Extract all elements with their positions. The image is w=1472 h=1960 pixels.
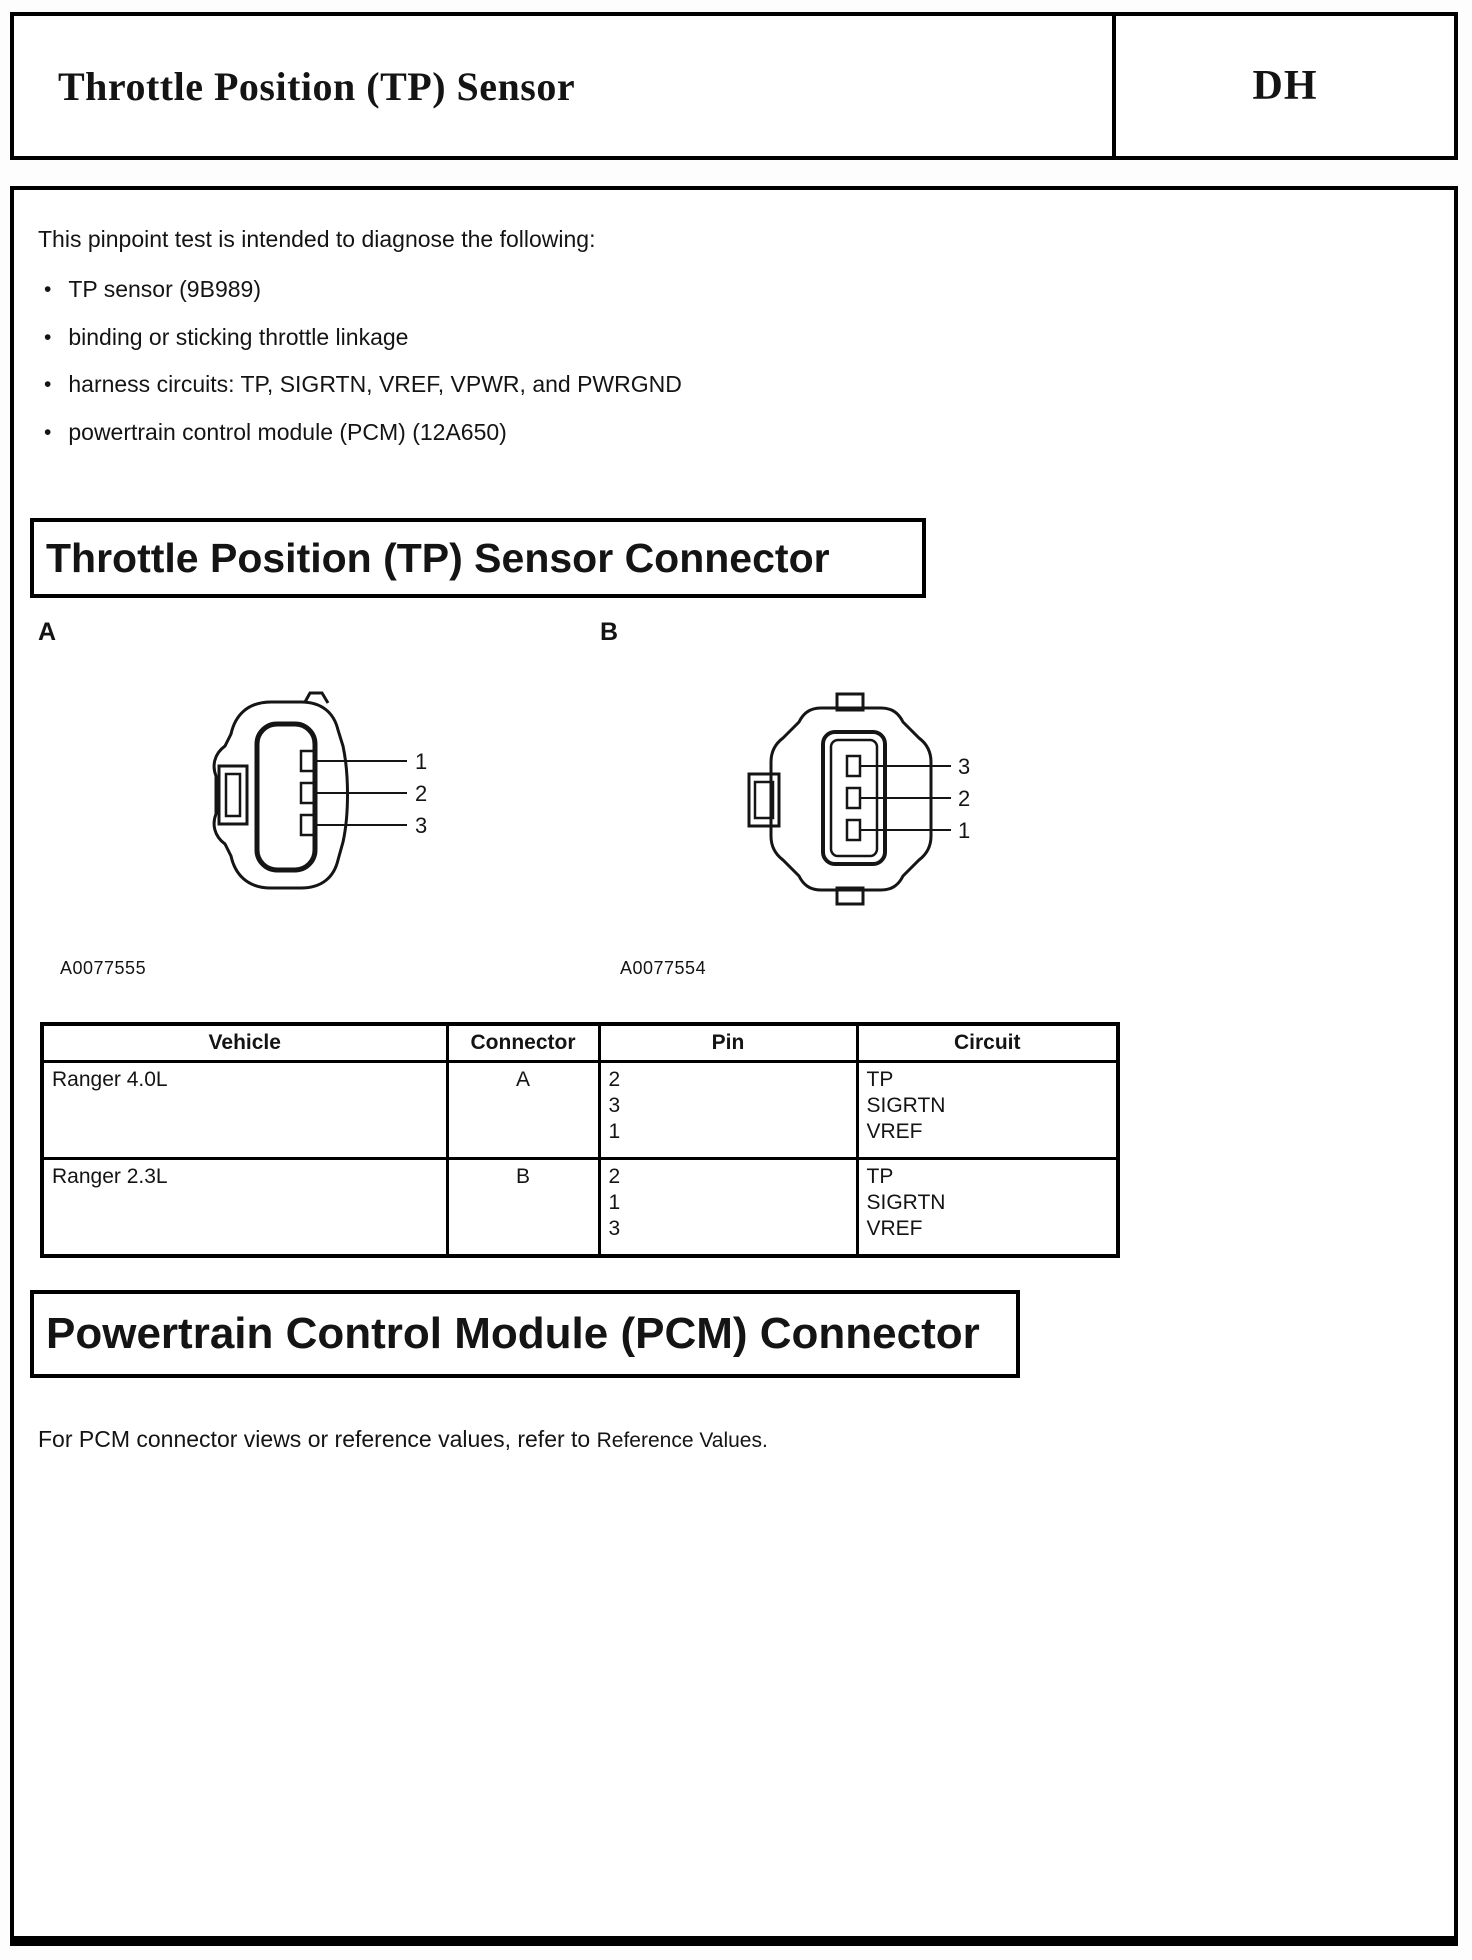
bullet-item: • harness circuits: TP, SIGRTN, VREF, VPWR, and PWRGND — [44, 371, 682, 398]
circuit-value: VREF — [866, 1217, 923, 1240]
section-heading-tp-sensor-connector — [30, 518, 926, 598]
table-row — [42, 1159, 1118, 1257]
page-header — [10, 12, 1458, 160]
connector-cell: B — [447, 1159, 599, 1257]
pin-circuit-table — [40, 1022, 1120, 1258]
circuit-value: TP — [866, 1165, 894, 1188]
section-title: Throttle Position (TP) Sensor Connector — [46, 534, 830, 581]
circuit-cell — [857, 1062, 1118, 1159]
pin-value: 2 — [608, 1068, 621, 1091]
pin-value: 3 — [608, 1217, 621, 1240]
circuit-cell — [857, 1159, 1118, 1257]
connector-b-pin-label: 2 — [958, 786, 971, 811]
pin-cell — [599, 1062, 857, 1159]
section-title: Powertrain Control Module (PCM) Connector — [46, 1309, 980, 1358]
connector-a-diagram — [199, 688, 489, 903]
pinpoint-test-code: DH — [1252, 63, 1318, 109]
intro-text: This pinpoint test is intended to diagnose the following: — [38, 226, 596, 252]
page-title: Throttle Position (TP) Sensor — [58, 63, 576, 109]
circuit-value: SIGRTN — [866, 1191, 946, 1214]
connector-b-label: B — [600, 618, 619, 646]
page-header-title-cell — [14, 16, 1112, 156]
table-row — [42, 1062, 1118, 1159]
column-header-connector: Connector — [447, 1024, 599, 1062]
bullet-item: • TP sensor (9B989) — [44, 276, 261, 303]
pin-value: 1 — [608, 1120, 621, 1143]
column-header-circuit: Circuit — [857, 1024, 1118, 1062]
figure-code-b: A0077554 — [620, 958, 707, 978]
connector-b-diagram — [739, 684, 1019, 914]
vehicle-cell: Ranger 4.0L — [42, 1062, 447, 1159]
page-header-code-cell — [1112, 16, 1454, 156]
connector-cell: A — [447, 1062, 599, 1159]
pcm-reference-note-text: For PCM connector views or reference values, refer to — [38, 1426, 597, 1452]
circuit-value: TP — [866, 1068, 894, 1091]
pin-cell — [599, 1159, 857, 1257]
connector-a-pin-label: 3 — [415, 813, 428, 838]
circuit-value: VREF — [866, 1120, 923, 1143]
pin-value: 2 — [608, 1165, 621, 1188]
pcm-reference-note — [38, 1426, 768, 1453]
pin-value: 3 — [608, 1094, 621, 1117]
connector-b-pin-label: 1 — [958, 818, 971, 843]
connector-a-label: A — [38, 618, 57, 646]
bullet-item: • powertrain control module (PCM) (12A650) — [44, 419, 507, 446]
table-header-row — [42, 1024, 1118, 1062]
column-header-pin: Pin — [599, 1024, 857, 1062]
connector-a-pin-label: 2 — [415, 781, 428, 806]
section-heading-pcm-connector — [30, 1290, 1020, 1378]
bullet-item: • binding or sticking throttle linkage — [44, 324, 408, 351]
connector-a-pin-label: 1 — [415, 749, 428, 774]
reference-values-text: Reference Values. — [596, 1429, 768, 1452]
column-header-vehicle: Vehicle — [42, 1024, 447, 1062]
circuit-value: SIGRTN — [866, 1094, 946, 1117]
vehicle-cell: Ranger 2.3L — [42, 1159, 447, 1257]
figure-code-a: A0077555 — [60, 958, 147, 978]
connector-b-pin-label: 3 — [958, 754, 971, 779]
pin-value: 1 — [608, 1191, 621, 1214]
content-frame — [10, 186, 1458, 1946]
